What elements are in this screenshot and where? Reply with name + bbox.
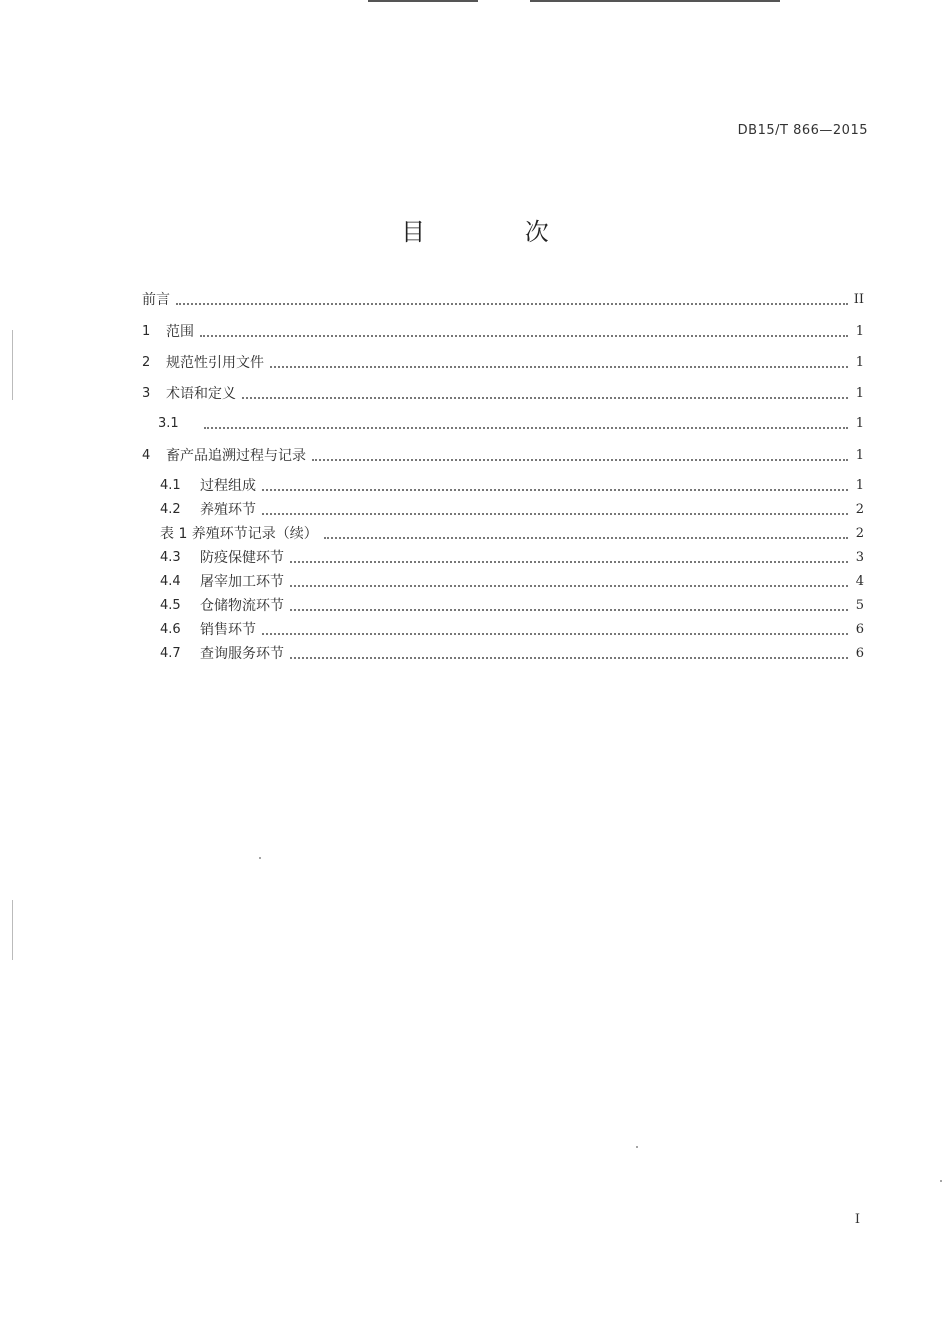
dot-leader <box>290 561 848 563</box>
toc-entry-number: 4 <box>142 448 151 463</box>
dot-leader <box>324 537 848 539</box>
dot-leader <box>262 633 848 635</box>
toc-entry-number: 4.6 <box>160 622 181 637</box>
toc-entry-number: 4.7 <box>160 646 181 661</box>
toc-entry-page: 1 <box>855 478 864 493</box>
toc-entry-4-3[interactable] <box>142 548 864 568</box>
toc-entry-page: 2 <box>855 502 864 517</box>
toc-entry-table-1-continued[interactable] <box>142 524 864 544</box>
toc-entry-label: 查询服务环节 <box>200 646 284 662</box>
dot-leader <box>242 397 848 399</box>
toc-entry-3-1[interactable] <box>142 414 864 434</box>
dot-leader <box>270 366 848 368</box>
toc-entry-label: 屠宰加工环节 <box>200 574 284 590</box>
scan-edge-mark <box>12 900 13 960</box>
toc-entry-traceability-process[interactable] <box>142 446 864 466</box>
toc-entry-label: 养殖环节 <box>200 502 256 518</box>
toc-entry-page: 2 <box>855 526 864 541</box>
toc-entry-page: 1 <box>855 355 864 370</box>
toc-entry-label: 畜产品追溯过程与记录 <box>166 448 306 464</box>
dot-leader <box>290 609 848 611</box>
dot-leader <box>200 335 848 337</box>
toc-entry-number: 1 <box>142 324 151 339</box>
dot-leader <box>312 459 848 461</box>
page-number: I <box>854 1212 860 1227</box>
toc-entry-number: 4.4 <box>160 574 181 589</box>
toc-entry-page: 1 <box>855 448 864 463</box>
top-edge-rule <box>530 0 780 2</box>
toc-entry-label: 范围 <box>166 324 194 340</box>
toc-entry-foreword[interactable] <box>142 290 864 310</box>
dot-leader <box>290 657 848 659</box>
toc-entry-number: 4.3 <box>160 550 181 565</box>
toc-entry-4-7[interactable] <box>142 644 864 664</box>
toc-entry-page: 3 <box>855 550 864 565</box>
toc-entry-page: 1 <box>855 416 864 431</box>
toc-entry-page: 1 <box>855 324 864 339</box>
toc-entry-4-4[interactable] <box>142 572 864 592</box>
dot-leader <box>290 585 848 587</box>
toc-entry-4-6[interactable] <box>142 620 864 640</box>
toc-entry-page: II <box>853 292 864 307</box>
dot-leader <box>176 303 848 305</box>
toc-entry-number: 4.1 <box>160 478 181 493</box>
toc-entry-label: 表 1 养殖环节记录（续） <box>160 526 318 542</box>
toc-entry-4-2[interactable] <box>142 500 864 520</box>
toc-entry-page: 6 <box>855 646 864 661</box>
dot-leader <box>262 489 848 491</box>
toc-entry-scope[interactable] <box>142 322 864 342</box>
toc-entry-normative-references[interactable] <box>142 353 864 373</box>
toc-entry-label: 仓储物流环节 <box>200 598 284 614</box>
toc-entry-terms-definitions[interactable] <box>142 384 864 404</box>
toc-entry-label: 防疫保健环节 <box>200 550 284 566</box>
toc-entry-page: 1 <box>855 386 864 401</box>
scan-edge-mark <box>12 330 13 400</box>
toc-entry-number: 3 <box>142 386 151 401</box>
toc-entry-label: 规范性引用文件 <box>166 355 264 371</box>
document-code: DB15/T 866—2015 <box>737 123 868 138</box>
toc-entry-label: 过程组成 <box>200 478 256 494</box>
toc-entry-label: 前言 <box>142 292 170 308</box>
toc-entry-page: 4 <box>855 574 864 589</box>
scan-speck <box>259 857 261 859</box>
toc-entry-4-5[interactable] <box>142 596 864 616</box>
toc-entry-number: 3.1 <box>158 416 179 431</box>
toc-entry-number: 4.5 <box>160 598 181 613</box>
scan-speck <box>940 1180 942 1182</box>
toc-entry-number: 2 <box>142 355 151 370</box>
dot-leader <box>204 427 848 429</box>
toc-entry-4-1[interactable] <box>142 476 864 496</box>
top-edge-rule <box>368 0 478 2</box>
toc-entry-label: 销售环节 <box>200 622 256 638</box>
dot-leader <box>262 513 848 515</box>
scan-speck <box>636 1146 638 1148</box>
toc-title: 目 次 <box>401 218 595 246</box>
toc-entry-page: 6 <box>855 622 864 637</box>
toc-entry-label: 术语和定义 <box>166 386 236 402</box>
toc-entry-number: 4.2 <box>160 502 181 517</box>
toc-entry-page: 5 <box>855 598 864 613</box>
